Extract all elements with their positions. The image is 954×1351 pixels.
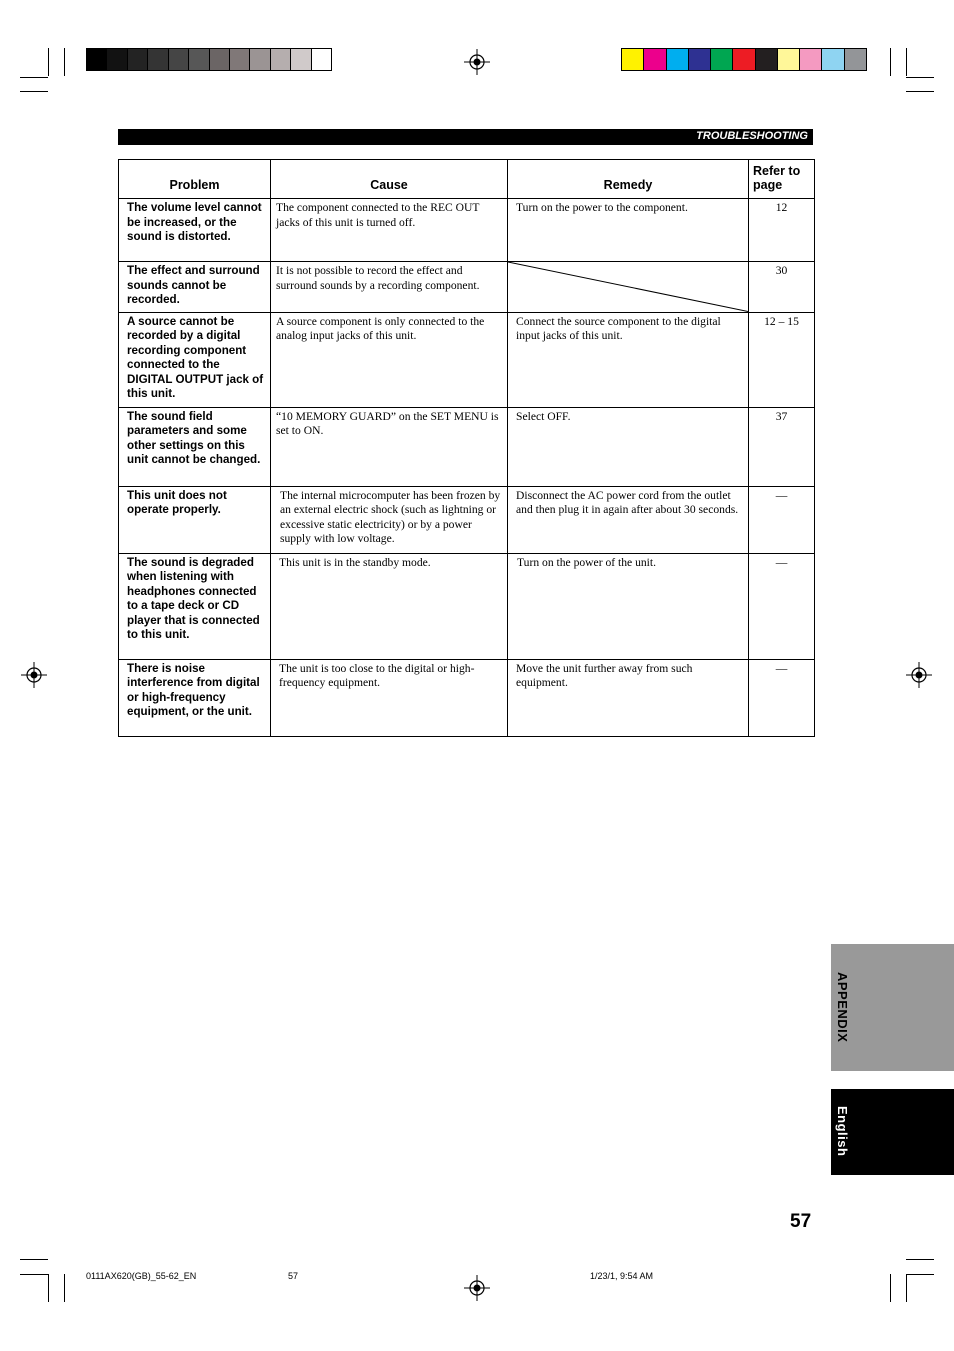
swatch xyxy=(710,49,732,70)
registration-mark-icon xyxy=(21,662,47,688)
problem-cell: This unit does not operate properly. xyxy=(119,486,271,553)
swatch xyxy=(249,49,269,70)
troubleshooting-table xyxy=(118,159,815,737)
remedy-cell: Select OFF. xyxy=(508,407,749,486)
footer-timestamp: 1/23/1, 9:54 AM xyxy=(590,1271,654,1281)
swatch xyxy=(688,49,710,70)
crop-mark xyxy=(906,48,907,76)
swatch xyxy=(821,49,843,70)
swatch xyxy=(643,49,665,70)
swatch xyxy=(622,49,643,70)
appendix-tab-label: APPENDIX xyxy=(835,972,850,1043)
crop-mark xyxy=(20,91,48,92)
column-header-remedy: Remedy xyxy=(508,160,749,199)
cause-cell: The unit is too close to the digital or high-frequency equipment. xyxy=(271,659,508,736)
table-row xyxy=(119,659,815,736)
crop-mark xyxy=(906,1274,907,1302)
page-ref-cell: — xyxy=(749,553,815,659)
crop-mark xyxy=(20,77,48,78)
table-row xyxy=(119,407,815,486)
swatch xyxy=(209,49,229,70)
column-header-cause: Cause xyxy=(271,160,508,199)
swatch xyxy=(106,49,126,70)
swatch xyxy=(270,49,290,70)
problem-cell: The sound field parameters and some other settings on this unit cannot be changed. xyxy=(119,407,271,486)
page-ref-cell: — xyxy=(749,486,815,553)
page-ref-cell: 30 xyxy=(749,262,815,313)
cause-cell: The internal microcomputer has been frozen by an external electric shock (such as lightning or excessive static electricity) or by a power supply with low voltage. xyxy=(271,486,508,553)
remedy-cell-not-applicable xyxy=(508,262,749,313)
page-ref-cell: — xyxy=(749,659,815,736)
page-number: 57 xyxy=(790,1211,812,1232)
swatch xyxy=(127,49,147,70)
crop-mark xyxy=(64,48,65,76)
page-ref-cell: 12 xyxy=(749,199,815,262)
page-ref-cell: 12 – 15 xyxy=(749,312,815,407)
swatch xyxy=(799,49,821,70)
problem-cell: The volume level cannot be increased, or the sound is distorted. xyxy=(119,199,271,262)
swatch xyxy=(844,49,866,70)
swatch xyxy=(229,49,249,70)
remedy-cell: Turn on the power of the unit. xyxy=(508,553,749,659)
crop-mark xyxy=(64,1274,65,1302)
swatch xyxy=(290,49,310,70)
table-row xyxy=(119,199,815,262)
footer-page: 57 xyxy=(288,1271,299,1281)
swatch xyxy=(311,49,331,70)
registration-mark-icon xyxy=(464,49,490,75)
crop-mark xyxy=(906,1274,934,1275)
table-row xyxy=(119,312,815,407)
crop-mark xyxy=(906,91,934,92)
footer-file-name: 0111AX620(GB)_55-62_EN xyxy=(86,1271,197,1281)
remedy-cell: Turn on the power to the component. xyxy=(508,199,749,262)
table-header-row xyxy=(119,160,815,199)
swatch xyxy=(777,49,799,70)
section-header-bar xyxy=(118,129,813,145)
english-tab-label: English xyxy=(835,1106,850,1157)
crop-mark xyxy=(906,1259,934,1260)
cause-cell: This unit is in the standby mode. xyxy=(271,553,508,659)
cause-cell: The component connected to the REC OUT jacks of this unit is turned off. xyxy=(271,199,508,262)
page-ref-cell: 37 xyxy=(749,407,815,486)
crop-mark xyxy=(20,1259,48,1260)
swatch xyxy=(168,49,188,70)
registration-mark-icon xyxy=(464,1275,490,1301)
cause-cell: A source component is only connected to the analog input jacks of this unit. xyxy=(271,312,508,407)
problem-cell: A source cannot be recorded by a digital recording component connected to the DIGITAL OUTPUT jack of this unit. xyxy=(119,312,271,407)
crop-mark xyxy=(906,77,934,78)
swatch xyxy=(147,49,167,70)
swatch xyxy=(666,49,688,70)
crop-mark xyxy=(20,1274,48,1275)
cause-cell: “10 MEMORY GUARD” on the SET MENU is set to ON. xyxy=(271,407,508,486)
swatch xyxy=(87,49,106,70)
table-row xyxy=(119,262,815,313)
column-header-page: Refer to page xyxy=(749,160,815,199)
registration-mark-icon xyxy=(906,662,932,688)
problem-cell: The sound is degraded when listening with headphones connected to a tape deck or CD player that is connected to this unit. xyxy=(119,553,271,659)
color-calibration-bar xyxy=(621,48,867,71)
remedy-cell: Disconnect the AC power cord from the outlet and then plug it in again after about 30 seconds. xyxy=(508,486,749,553)
swatch xyxy=(755,49,777,70)
diagonal-strike-line xyxy=(508,262,748,312)
crop-mark xyxy=(890,1274,891,1302)
cause-cell: It is not possible to record the effect and surround sounds by a recording component. xyxy=(271,262,508,313)
swatch xyxy=(188,49,208,70)
table-row xyxy=(119,553,815,659)
crop-mark xyxy=(48,1274,49,1302)
section-title: TROUBLESHOOTING xyxy=(696,130,808,142)
problem-cell: There is noise interference from digital or high-frequency equipment, or the unit. xyxy=(119,659,271,736)
crop-mark xyxy=(890,48,891,76)
appendix-tab xyxy=(831,944,954,1071)
table-row xyxy=(119,486,815,553)
column-header-problem: Problem xyxy=(119,160,271,199)
problem-cell: The effect and surround sounds cannot be recorded. xyxy=(119,262,271,313)
swatch xyxy=(732,49,754,70)
grayscale-calibration-bar xyxy=(86,48,332,71)
remedy-cell: Move the unit further away from such equipment. xyxy=(508,659,749,736)
crop-mark xyxy=(48,48,49,76)
english-tab xyxy=(831,1089,954,1175)
remedy-cell: Connect the source component to the digital input jacks of this unit. xyxy=(508,312,749,407)
